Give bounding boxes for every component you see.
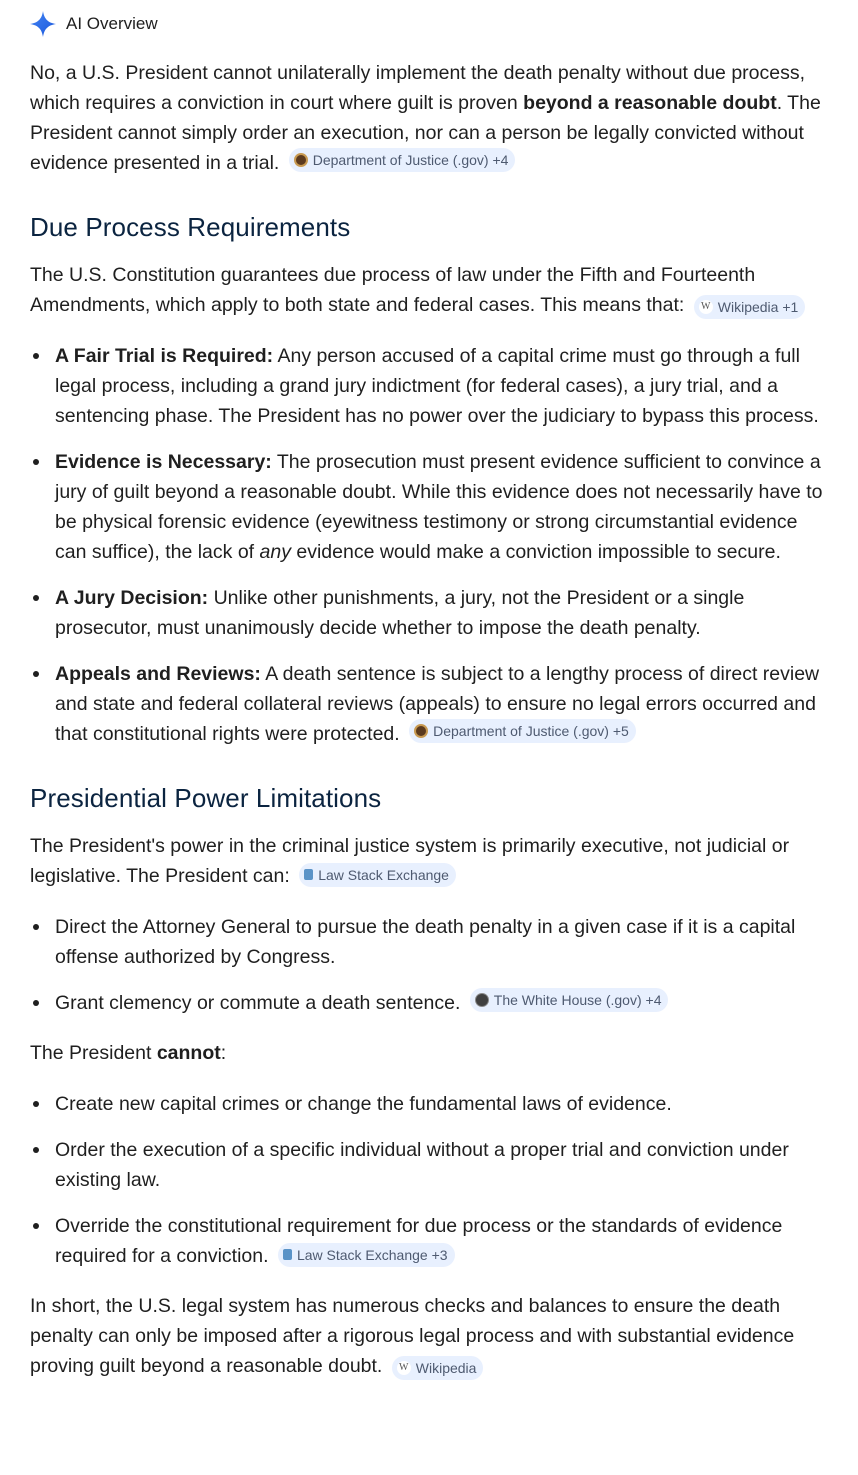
doj-seal-icon [294,153,308,167]
bullet-text: Grant clemency or commute a death sentence. [55,992,461,1014]
source-chip-doj[interactable] [289,148,516,172]
source-chip-white-house[interactable] [470,988,669,1012]
list-item [30,912,830,972]
list-item [30,659,830,749]
bullet-text: Direct the Attorney General to pursue the death penalty in a given case if it is a capital offense authorized by Congress. [55,916,796,968]
source-chip-law-stack-exchange[interactable] [299,863,456,887]
law-stack-exchange-icon [304,869,313,880]
list-item [30,1135,830,1195]
cannot-bold: cannot [156,1042,221,1064]
bullet-term: Appeals and Reviews: [55,663,261,685]
ai-overview-header [30,8,158,40]
source-chip-label: Department of Justice (.gov) +4 [312,152,509,168]
header-title: AI Overview [66,14,158,33]
doj-seal-icon [414,724,428,738]
president-cannot-intro [30,1038,830,1068]
presidential-power-text: The President's power in the criminal justice system is primarily executive, not judicial or legislative. The President can: [30,835,790,887]
overview-content [30,58,830,1381]
president-can-list [30,912,830,1018]
bullet-term: A Fair Trial is Required: [55,345,274,367]
law-stack-exchange-icon [283,1249,292,1260]
source-chip-law-stack-exchange[interactable] [278,1243,455,1267]
bullet-text: Override the constitutional requirement for due process or the standards of evidence required for a conviction. [55,1215,783,1267]
source-chip-label: Law Stack Exchange +3 [296,1246,448,1263]
source-chip-wikipedia[interactable] [392,1356,484,1380]
bullet-term: Evidence is Necessary: [55,451,272,473]
bullet-emphasis: any [259,541,291,563]
due-process-list [30,341,830,749]
intro-paragraph [30,58,830,178]
bullet-text: The prosecution must present evidence sufficient to convince a jury of guilt beyond a reasonable doubt. While this evidence does not necessarily have to be physical forensic evidence (eyewitness testimony or strong circumstantial evidence can suffice), the lack of [55,451,823,563]
bullet-text-end: evidence would make a conviction impossible to secure. [290,541,781,563]
sparkle-icon [28,9,58,39]
bullet-text: Order the execution of a specific individual without a proper trial and conviction under existing law. [55,1139,789,1191]
bullet-text: Any person accused of a capital crime must go through a full legal process, including a grand jury indictment (for federal cases), a jury trial, and a sentencing phase. The President has no power over the judiciary to bypass this process. [55,345,819,427]
intro-bold: beyond a reasonable doubt [523,92,777,114]
bullet-text: Create new capital crimes or change the fundamental laws of evidence. [55,1093,672,1115]
wikipedia-icon: W [397,1361,411,1375]
presidential-power-paragraph [30,831,830,891]
bullet-term: A Jury Decision: [55,587,209,609]
due-process-paragraph [30,260,830,320]
cannot-colon: : [220,1042,227,1064]
source-chip-label: The White House (.gov) +4 [493,992,662,1008]
source-chip-label: Wikipedia [415,1360,477,1376]
source-chip-wikipedia[interactable] [694,295,806,319]
summary-paragraph [30,1291,830,1381]
list-item [30,447,830,567]
bullet-text: A death sentence is subject to a lengthy process of direct review and state and federal collateral reviews (appeals) to ensure no legal errors occurred and that constitutional rights were protected. [55,663,820,745]
intro-text-end: . The President cannot simply order an execution, nor can a person be legally convicted without evidence presented in a trial. [30,92,821,174]
list-item [30,1211,830,1271]
list-item [30,988,830,1018]
due-process-text: The U.S. Constitution guarantees due process of law under the Fifth and Fourteenth Amendments, which apply to both state and federal cases. This means that: [30,264,756,316]
white-house-icon [475,993,489,1007]
source-chip-label: Wikipedia +1 [717,299,799,315]
source-chip-label: Department of Justice (.gov) +5 [433,723,629,739]
list-item [30,341,830,431]
summary-text: In short, the U.S. legal system has numerous checks and balances to ensure the death penalty can only be imposed after a rigorous legal process and with substantial evidence proving guilt beyond a reasonable doubt. [30,1295,795,1377]
bullet-text: Unlike other punishments, a jury, not the President or a single prosecutor, must unanimously decide whether to impose the death penalty. [55,587,745,639]
list-item [30,1089,830,1119]
list-item [30,583,830,643]
cannot-text: The President [30,1042,157,1064]
section-heading-due-process: Due Process Requirements [30,212,351,242]
source-chip-doj[interactable] [409,719,636,743]
source-chip-label: Law Stack Exchange [318,866,449,883]
wikipedia-icon: W [699,300,713,314]
intro-text: No, a U.S. President cannot unilaterally implement the death penalty without due process, which requires a conviction in court where guilt is proven [30,62,806,114]
section-heading-presidential-power: Presidential Power Limitations [30,783,382,813]
president-cannot-list [30,1089,830,1271]
